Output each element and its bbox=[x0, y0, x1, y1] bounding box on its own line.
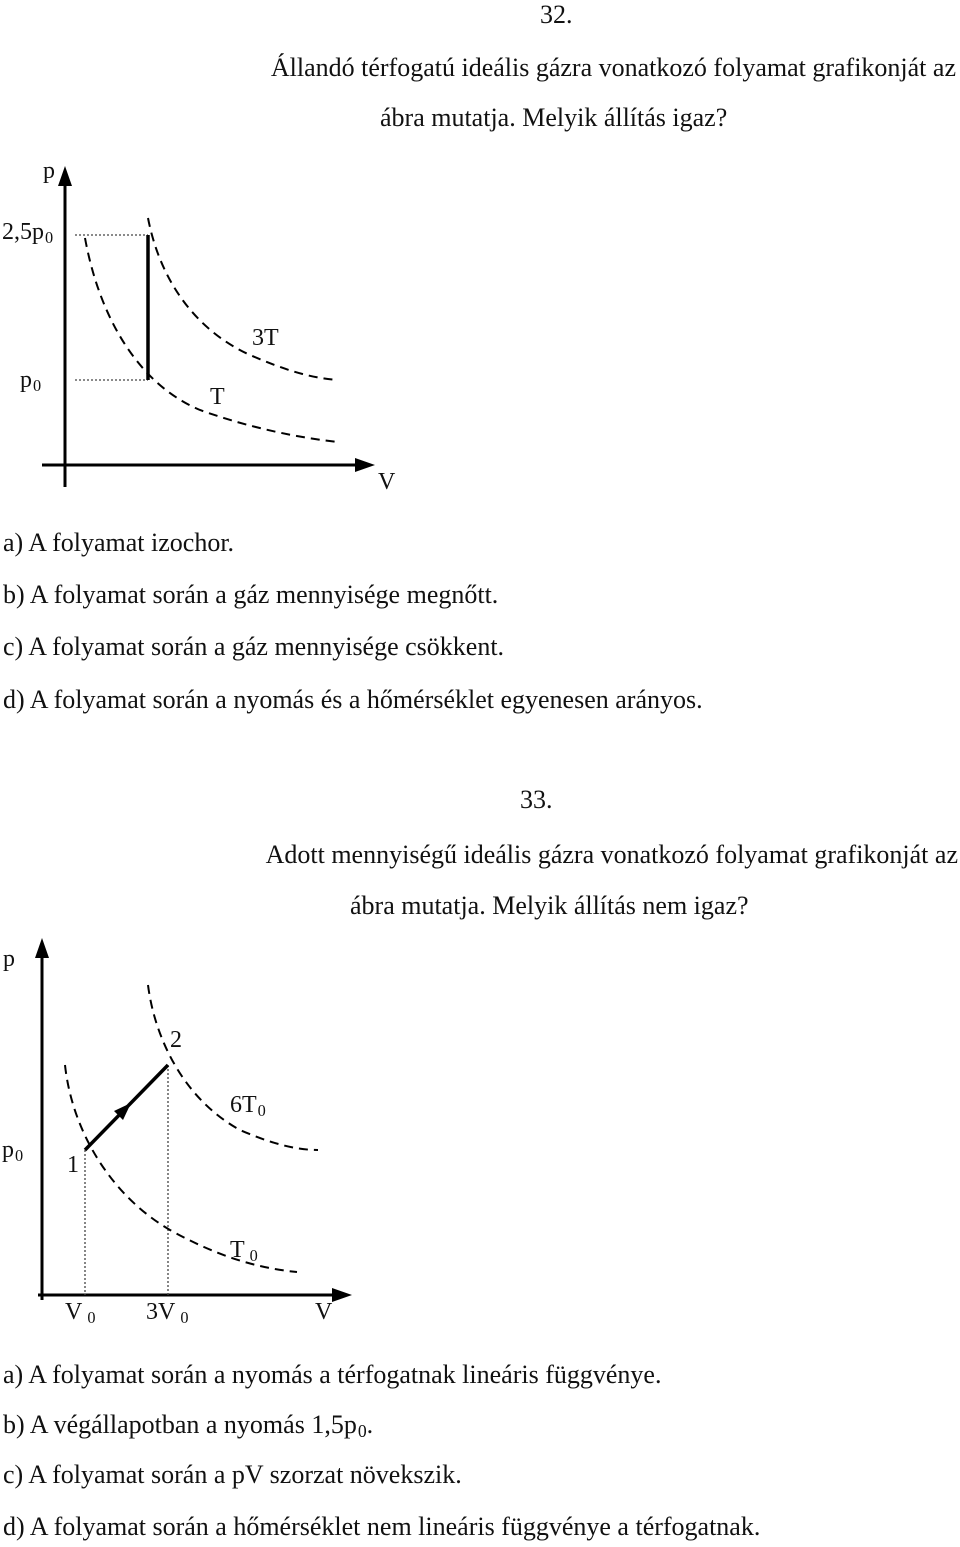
3v0-tick-main: 3V bbox=[146, 1299, 176, 1325]
p-axis-arrow-32 bbox=[58, 166, 72, 186]
problem-32-answer-d: d) A folyamat során a nyomás és a hőmérséklet egyenesen arányos. bbox=[3, 685, 703, 714]
pv-diagram-32 bbox=[42, 166, 375, 487]
problem-33-answer-b-sub: 0 bbox=[357, 1421, 367, 1442]
v-axis-arrow-33 bbox=[332, 1288, 352, 1302]
isotherm-T-label: T bbox=[210, 384, 225, 410]
isotherm-T-curve bbox=[85, 238, 338, 442]
isotherm-6T0-label bbox=[230, 1091, 266, 1121]
state-1-label: 1 bbox=[67, 1152, 79, 1178]
problem-33-answer-d: d) A folyamat során a hőmérséklet nem lineáris függvénye a térfogatnak. bbox=[3, 1512, 761, 1541]
state-2-label: 2 bbox=[170, 1027, 182, 1053]
isotherm-T0-main: T bbox=[230, 1237, 245, 1263]
problem-32-question-line-2: ábra mutatja. Melyik állítás igaz? bbox=[380, 103, 728, 132]
3v0-tick-label bbox=[146, 1298, 189, 1328]
problem-33-answer-b bbox=[3, 1410, 373, 1442]
p-low-tick-label bbox=[20, 366, 41, 396]
isotherm-6T0-curve bbox=[148, 985, 318, 1150]
p0-tick-label-33 bbox=[2, 1136, 23, 1166]
v-axis-label-33: V bbox=[315, 1299, 333, 1325]
p-high-tick-label bbox=[2, 218, 53, 248]
pv-diagram-33 bbox=[35, 938, 352, 1302]
isotherm-3T-label: 3T bbox=[252, 325, 279, 351]
v-axis-label-32: V bbox=[378, 469, 396, 495]
problem-32-answer-c: c) A folyamat során a gáz mennyisége csökkent. bbox=[3, 632, 505, 661]
problem-32-answer-a: a) A folyamat izochor. bbox=[3, 528, 235, 557]
v0-tick-main: V bbox=[65, 1299, 83, 1325]
p0-tick-main: p bbox=[2, 1137, 14, 1163]
3v0-tick-sub: 0 bbox=[180, 1308, 189, 1328]
p0-tick-sub: 0 bbox=[15, 1146, 24, 1166]
p-low-tick-main: p bbox=[20, 367, 32, 393]
problem-33-answer-b-text: b) A végállapotban a nyomás 1,5p bbox=[3, 1410, 357, 1439]
problem-33-answer-b-suffix: . bbox=[366, 1410, 374, 1439]
problem-33-question-line-2: ábra mutatja. Melyik állítás nem igaz? bbox=[350, 891, 749, 920]
p-high-tick-main: 2,5p bbox=[2, 219, 44, 245]
v0-tick-sub: 0 bbox=[87, 1308, 96, 1328]
isotherm-6T0-sub: 0 bbox=[257, 1101, 266, 1121]
p-axis-label-33: p bbox=[3, 946, 15, 972]
p-high-tick-sub: 0 bbox=[45, 228, 54, 248]
problem-33-answer-c: c) A folyamat során a pV szorzat növekszik. bbox=[3, 1460, 462, 1489]
isotherm-T0-sub: 0 bbox=[249, 1246, 258, 1266]
p-axis-arrow-33 bbox=[35, 938, 49, 958]
p-low-tick-sub: 0 bbox=[33, 376, 42, 396]
isotherm-6T0-main: 6T bbox=[230, 1092, 257, 1118]
problem-33-number: 33. bbox=[520, 785, 553, 814]
isotherm-3T-curve bbox=[148, 218, 338, 380]
problem-32-number: 32. bbox=[540, 0, 573, 29]
problem-32-question-line-1: Állandó térfogatú ideális gázra vonatkozó folyamat grafikonját az bbox=[270, 53, 956, 82]
v-axis-arrow-32 bbox=[355, 458, 375, 472]
isotherm-T0-label bbox=[230, 1236, 258, 1266]
problem-32-answer-b: b) A folyamat során a gáz mennyisége megnőtt. bbox=[3, 580, 499, 609]
v0-tick-label bbox=[65, 1298, 96, 1328]
p-axis-label-32: p bbox=[43, 158, 55, 184]
problem-33-answer-a: a) A folyamat során a nyomás a térfogatnak lineáris függvénye. bbox=[3, 1360, 662, 1389]
problem-33-question-line-1: Adott mennyiségű ideális gázra vonatkozó folyamat grafikonját az bbox=[265, 840, 958, 869]
